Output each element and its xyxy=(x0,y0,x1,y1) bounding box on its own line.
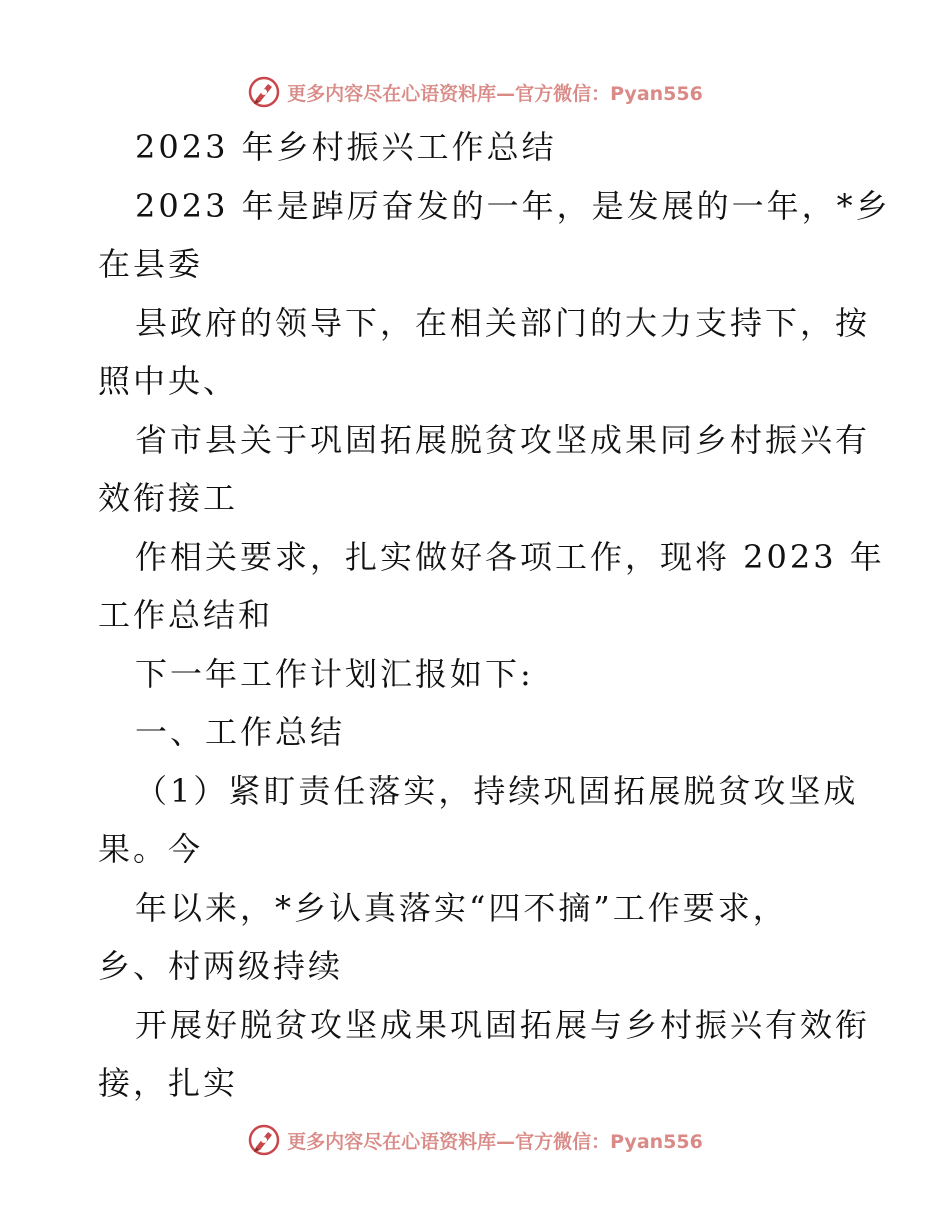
text-line: 接，扎实 xyxy=(98,1064,239,1102)
text-line: 2023 年是踔厉奋发的一年，是发展的一年，*乡 xyxy=(135,186,891,225)
text-line: 照中央、 xyxy=(98,362,239,400)
text-line: （1）紧盯责任落实，持续巩固拓展脱贫攻坚成 xyxy=(135,771,859,810)
document-body xyxy=(98,118,891,1113)
text-line: 果。今 xyxy=(98,830,204,868)
pen-logo-icon xyxy=(247,1123,281,1157)
pen-logo-icon xyxy=(247,75,281,109)
text-line: 一、工作总结 xyxy=(135,713,346,751)
text-line: 作相关要求，扎实做好各项工作，现将 2023 年 xyxy=(135,537,885,576)
watermark-text: 更多内容尽在心语资料库—官方微信：Pyan556 xyxy=(287,1130,703,1153)
text-line: 省市县关于巩固拓展脱贫攻坚成果同乡村振兴有 xyxy=(135,420,871,459)
text-line: 乡、村两级持续 xyxy=(98,947,344,985)
watermark-footer xyxy=(0,1120,950,1160)
text-line: 开展好脱贫攻坚成果巩固拓展与乡村振兴有效衔 xyxy=(135,1005,871,1044)
text-line: 下一年工作计划汇报如下: xyxy=(135,654,534,693)
text-line: 年以来，*乡认真落实“四不摘”工作要求， xyxy=(135,888,788,927)
text-line: 在县委 xyxy=(98,245,204,283)
watermark-header xyxy=(0,72,950,112)
text-line: 效衔接工 xyxy=(98,479,239,517)
text-line: 2023 年乡村振兴工作总结 xyxy=(135,128,557,166)
text-line: 县政府的领导下，在相关部门的大力支持下，按 xyxy=(135,303,871,342)
watermark-text: 更多内容尽在心语资料库—官方微信：Pyan556 xyxy=(287,82,703,105)
text-line: 工作总结和 xyxy=(98,596,274,634)
